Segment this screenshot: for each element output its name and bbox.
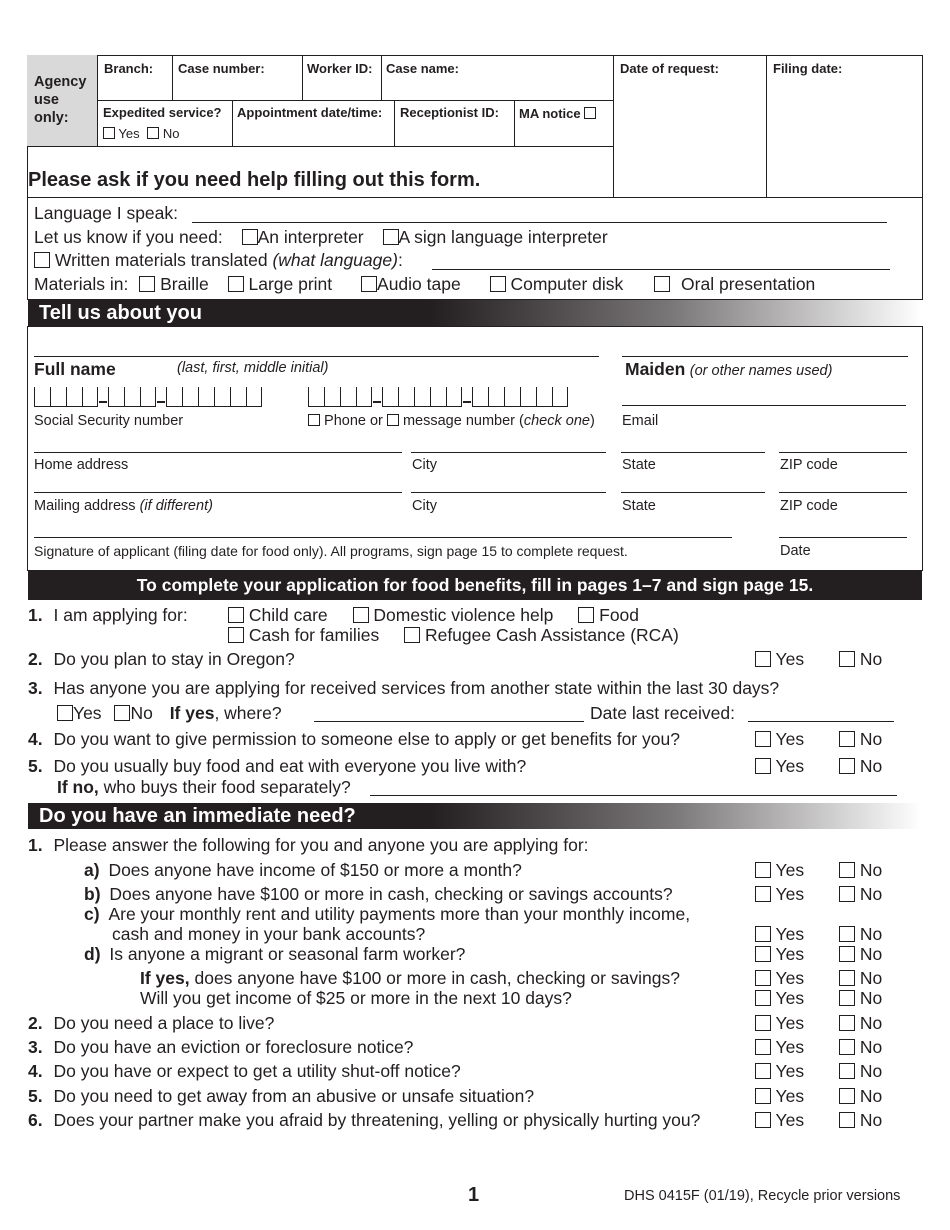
imm-d3-no-label: No — [859, 988, 883, 1008]
imm-q6-yes-label: Yes — [775, 1110, 805, 1130]
expedited-service-label: Expedited service? — [103, 105, 222, 120]
imm-d3-no-checkbox[interactable] — [839, 990, 855, 1006]
full-name-label: Full name — [34, 359, 116, 379]
imm-c-no-label: No — [859, 924, 883, 944]
q3-yes-checkbox[interactable] — [57, 705, 73, 721]
q5-text: Do you usually buy food and eat with everyone you live with? — [53, 756, 527, 776]
q5-yes-checkbox[interactable] — [755, 758, 771, 774]
written-materials-label: Written materials translated — [54, 250, 268, 270]
imm-q5-yes-label: Yes — [775, 1086, 805, 1106]
imm-q2-yes-label: Yes — [775, 1013, 805, 1033]
imm-d3-yes-label: Yes — [775, 988, 805, 1008]
imm-q5-yes-checkbox[interactable] — [755, 1088, 771, 1104]
imm-d-yes-checkbox[interactable] — [755, 946, 771, 962]
home-address-input[interactable] — [34, 452, 402, 453]
maiden-name-input[interactable] — [622, 356, 908, 357]
q2-no-checkbox[interactable] — [839, 651, 855, 667]
home-state-label: State — [622, 457, 656, 473]
what-language-colon: : — [397, 250, 403, 270]
mailing-city-input[interactable] — [411, 492, 606, 493]
interpreter-label: An interpreter — [257, 227, 364, 247]
imm-q1-text: Please answer the following for you and anyone you are applying for: — [53, 835, 589, 855]
help-heading: Please ask if you need help filling out this form. — [28, 169, 481, 191]
rca-checkbox[interactable] — [404, 627, 420, 643]
audio-tape-checkbox[interactable] — [361, 276, 377, 292]
imm-q3-yes-checkbox[interactable] — [755, 1039, 771, 1055]
signature-label: Signature of applicant (filing date for food only). All programs, sign page 15 to complete request. — [34, 543, 628, 559]
imm-b-yes-checkbox[interactable] — [755, 886, 771, 902]
phone-checkbox[interactable] — [308, 414, 320, 426]
q5-if-no: If no, — [57, 777, 99, 797]
q2-yes-checkbox[interactable] — [755, 651, 771, 667]
imm-q4-yes-label: Yes — [775, 1061, 805, 1081]
imm-a-no-label: No — [859, 860, 883, 880]
audio-tape-label: Audio tape — [377, 274, 461, 294]
imm-b-no-checkbox[interactable] — [839, 886, 855, 902]
imm-q5-number: 5. — [28, 1086, 43, 1106]
page-number: 1 — [468, 1184, 480, 1206]
home-zip-input[interactable] — [779, 452, 907, 453]
imm-q3-no-checkbox[interactable] — [839, 1039, 855, 1055]
imm-b-no-label: No — [859, 884, 883, 904]
date-of-request-field[interactable]: Date of request: — [620, 61, 719, 76]
imm-a-yes-checkbox[interactable] — [755, 862, 771, 878]
mailing-city-label: City — [412, 498, 437, 514]
q5-number: 5. — [28, 756, 43, 776]
oral-presentation-label: Oral presentation — [681, 274, 816, 294]
imm-c-yes-checkbox[interactable] — [755, 926, 771, 942]
signature-date-input[interactable] — [779, 537, 907, 538]
imm-q4-text: Do you have or expect to get a utility shut-off notice? — [53, 1061, 461, 1081]
food-label: Food — [599, 605, 640, 625]
q2-yes-label: Yes — [775, 649, 805, 669]
interpreter-checkbox[interactable] — [242, 229, 258, 245]
imm-q6-no-label: No — [859, 1110, 883, 1130]
message-number-label: message number ( — [402, 413, 524, 429]
expedited-yes-checkbox[interactable] — [103, 127, 115, 139]
computer-disk-checkbox[interactable] — [490, 276, 506, 292]
imm-b-yes-label: Yes — [775, 884, 805, 904]
imm-q6-number: 6. — [28, 1110, 43, 1130]
imm-c-text-2: cash and money in your bank accounts? — [112, 924, 426, 944]
imm-c-no-checkbox[interactable] — [839, 926, 855, 942]
cash-for-families-checkbox[interactable] — [228, 627, 244, 643]
imm-q3-number: 3. — [28, 1037, 43, 1057]
q3-text: Has anyone you are applying for received services from another state within the last 30 days? — [53, 678, 780, 698]
appointment-field[interactable]: Appointment date/time: — [237, 105, 383, 120]
imm-d2-yes-label: Yes — [775, 968, 805, 988]
imm-b-text: Does anyone have $100 or more in cash, checking or savings accounts? — [109, 884, 673, 904]
imm-q3-yes-label: Yes — [775, 1037, 805, 1057]
about-heading: Tell us about you — [28, 300, 922, 326]
maiden-label: Maiden — [625, 359, 686, 379]
braille-checkbox[interactable] — [139, 276, 155, 292]
phone-input[interactable] — [308, 387, 568, 407]
q2-no-label: No — [859, 649, 883, 669]
phone-or-label: Phone or — [324, 413, 383, 429]
domestic-violence-checkbox[interactable] — [353, 607, 369, 623]
signature-date-label: Date — [780, 543, 811, 559]
q4-yes-checkbox[interactable] — [755, 731, 771, 747]
mailing-zip-input[interactable] — [779, 492, 907, 493]
filing-date-field[interactable]: Filing date: — [773, 61, 843, 76]
q5-no-checkbox[interactable] — [839, 758, 855, 774]
q3-no-checkbox[interactable] — [114, 705, 130, 721]
q4-no-label: No — [859, 729, 883, 749]
imm-q3-no-label: No — [859, 1037, 883, 1057]
large-print-label: Large print — [248, 274, 333, 294]
imm-q2-yes-checkbox[interactable] — [755, 1015, 771, 1031]
imm-d2-no-label: No — [859, 968, 883, 988]
mailing-address-label: Mailing address — [34, 498, 136, 514]
braille-label: Braille — [160, 274, 209, 294]
imm-d-no-checkbox[interactable] — [839, 946, 855, 962]
imm-q4-no-checkbox[interactable] — [839, 1063, 855, 1079]
imm-q5-no-label: No — [859, 1086, 883, 1106]
q3-where-input[interactable] — [314, 721, 584, 722]
case-name-field[interactable]: Case name: — [386, 61, 459, 76]
expedited-yes-label: Yes — [118, 126, 140, 141]
q5-separate-text: who buys their food separately? — [98, 777, 351, 797]
email-input[interactable] — [622, 405, 906, 406]
expedited-no-checkbox[interactable] — [147, 127, 159, 139]
imm-q3-text: Do you have an eviction or foreclosure notice? — [53, 1037, 414, 1057]
check-one-close: ) — [589, 413, 595, 429]
large-print-checkbox[interactable] — [228, 276, 244, 292]
mailing-address-input[interactable] — [34, 492, 402, 493]
check-one-hint: check one — [523, 413, 590, 429]
worker-id-field[interactable]: Worker ID: — [307, 61, 373, 76]
q5-yes-label: Yes — [775, 756, 805, 776]
imm-d-text-3: Will you get income of $25 or more in the next 10 days? — [140, 988, 572, 1008]
child-care-label: Child care — [248, 605, 328, 625]
imm-a-text: Does anyone have income of $150 or more a month? — [108, 860, 522, 880]
imm-d-letter: d) — [84, 944, 101, 964]
imm-c-yes-label: Yes — [775, 924, 805, 944]
ma-notice-checkbox[interactable] — [584, 107, 596, 119]
q4-no-checkbox[interactable] — [839, 731, 855, 747]
food-checkbox[interactable] — [578, 607, 594, 623]
q4-text: Do you want to give permission to someone else to apply or get benefits for you? — [53, 729, 680, 749]
home-state-input[interactable] — [621, 452, 765, 453]
form-id: DHS 0415F (01/19), Recycle prior versions — [624, 1188, 901, 1204]
message-number-checkbox[interactable] — [387, 414, 399, 426]
ssn-label: Social Security number — [34, 413, 184, 429]
computer-disk-label: Computer disk — [510, 274, 624, 294]
language-speak-label: Language I speak: — [34, 203, 179, 223]
maiden-hint: (or other names used) — [689, 363, 833, 379]
imm-d-if-yes: If yes, — [140, 968, 190, 988]
branch-field[interactable]: Branch: — [104, 61, 154, 76]
receptionist-id-field[interactable]: Receptionist ID: — [400, 105, 499, 120]
full-name-input[interactable] — [34, 356, 599, 357]
cash-for-families-label: Cash for families — [248, 625, 380, 645]
imm-q6-no-checkbox[interactable] — [839, 1112, 855, 1128]
q3-where-label: , where? — [214, 703, 282, 723]
materials-label: Materials in: — [34, 274, 129, 294]
q4-yes-label: Yes — [775, 729, 805, 749]
mailing-state-input[interactable] — [621, 492, 765, 493]
imm-d2-no-checkbox[interactable] — [839, 970, 855, 986]
q1-text: I am applying for: — [53, 605, 188, 625]
q1-number: 1. — [28, 605, 43, 625]
expedited-no-label: No — [162, 126, 180, 141]
imm-q4-no-label: No — [859, 1061, 883, 1081]
food-benefits-bar: To complete your application for food benefits, fill in pages 1–7 and sign page 15. — [28, 571, 922, 600]
mailing-zip-label: ZIP code — [780, 498, 838, 514]
q2-number: 2. — [28, 649, 43, 669]
imm-d-yes-label: Yes — [775, 944, 805, 964]
email-label: Email — [622, 413, 659, 429]
imm-q5-text: Do you need to get away from an abusive or unsafe situation? — [53, 1086, 535, 1106]
q5-no-label: No — [859, 756, 883, 776]
immediate-need-heading: Do you have an immediate need? — [28, 803, 922, 829]
imm-d-text-2: does anyone have $100 or more in cash, checking or savings? — [189, 968, 680, 988]
what-language-hint: (what language) — [272, 250, 398, 270]
imm-q1-number: 1. — [28, 835, 43, 855]
date-last-received-input[interactable] — [748, 721, 894, 722]
full-name-hint: (last, first, middle initial) — [177, 360, 329, 376]
imm-a-letter: a) — [84, 860, 100, 880]
q5-separate-input[interactable] — [370, 795, 897, 796]
language-need-label: Let us know if you need: — [34, 227, 223, 247]
q4-number: 4. — [28, 729, 43, 749]
imm-q2-no-checkbox[interactable] — [839, 1015, 855, 1031]
if-different-hint: (if different) — [139, 498, 213, 514]
domestic-violence-label: Domestic violence help — [373, 605, 554, 625]
q3-no-label: No — [130, 703, 153, 723]
imm-q6-text: Does your partner make you afraid by threatening, yelling or physically hurting you? — [53, 1110, 701, 1130]
imm-c-letter: c) — [84, 904, 100, 924]
child-care-checkbox[interactable] — [228, 607, 244, 623]
q3-if-yes: If yes — [169, 703, 215, 723]
oral-presentation-checkbox[interactable] — [654, 276, 670, 292]
imm-q4-yes-checkbox[interactable] — [755, 1063, 771, 1079]
imm-q2-number: 2. — [28, 1013, 43, 1033]
q3-number: 3. — [28, 678, 43, 698]
sign-interpreter-checkbox[interactable] — [383, 229, 399, 245]
imm-c-text-1: Are your monthly rent and utility payments more than your monthly income, — [108, 904, 691, 924]
rca-label: Refugee Cash Assistance (RCA) — [424, 625, 679, 645]
home-zip-label: ZIP code — [780, 457, 838, 473]
date-last-received-label: Date last received: — [590, 703, 735, 723]
imm-d3-yes-checkbox[interactable] — [755, 990, 771, 1006]
imm-q2-no-label: No — [859, 1013, 883, 1033]
imm-d2-yes-checkbox[interactable] — [755, 970, 771, 986]
ma-notice-label: MA notice — [519, 106, 581, 121]
case-number-field[interactable]: Case number: — [178, 61, 265, 76]
imm-a-no-checkbox[interactable] — [839, 862, 855, 878]
q2-text: Do you plan to stay in Oregon? — [53, 649, 295, 669]
imm-b-letter: b) — [84, 884, 101, 904]
home-address-label: Home address — [34, 457, 129, 473]
imm-q4-number: 4. — [28, 1061, 43, 1081]
what-language-input[interactable] — [432, 269, 890, 270]
imm-q6-yes-checkbox[interactable] — [755, 1112, 771, 1128]
q3-yes-label: Yes — [73, 703, 102, 723]
home-city-input[interactable] — [411, 452, 606, 453]
signature-input[interactable] — [34, 537, 732, 538]
ssn-input[interactable] — [34, 387, 262, 407]
imm-q5-no-checkbox[interactable] — [839, 1088, 855, 1104]
written-materials-checkbox[interactable] — [34, 252, 50, 268]
imm-d-text: Is anyone a migrant or seasonal farm worker? — [109, 944, 466, 964]
language-speak-input[interactable] — [192, 222, 887, 223]
imm-a-yes-label: Yes — [775, 860, 805, 880]
imm-d-no-label: No — [859, 944, 883, 964]
mailing-state-label: State — [622, 498, 656, 514]
agency-use-label: Agency use only: — [34, 74, 87, 126]
imm-q2-text: Do you need a place to live? — [53, 1013, 275, 1033]
home-city-label: City — [412, 457, 437, 473]
sign-interpreter-label: A sign language interpreter — [398, 227, 608, 247]
